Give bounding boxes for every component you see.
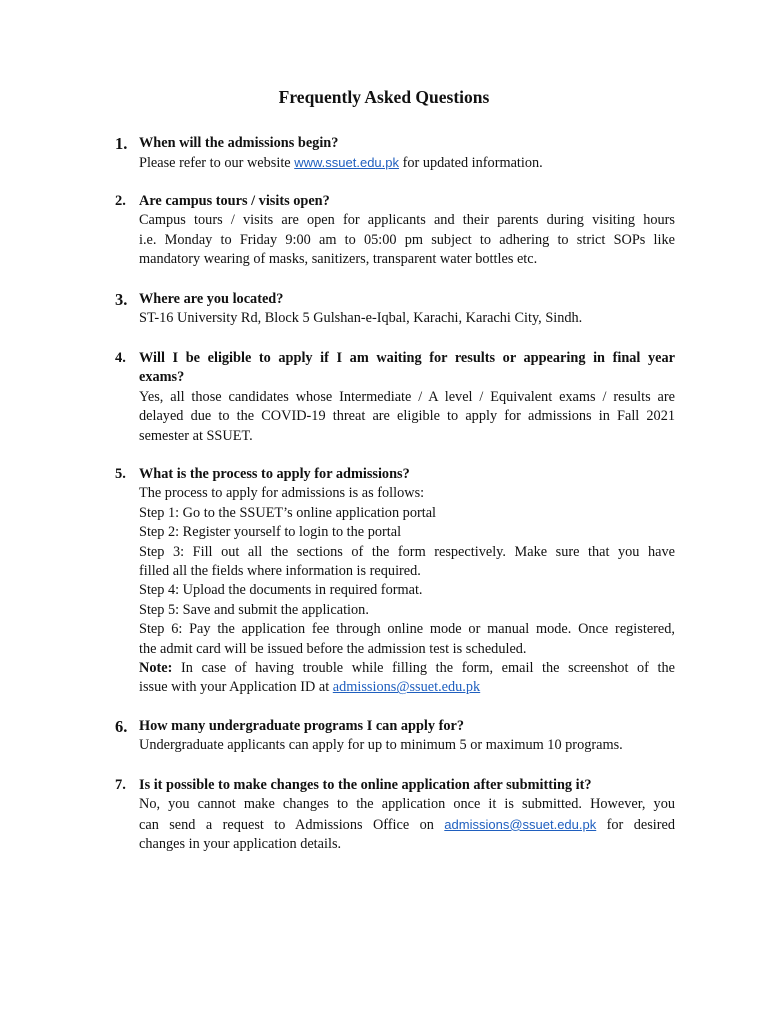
faq-item-3 xyxy=(115,290,675,329)
faq-item-1 xyxy=(115,134,675,174)
answer-line: No, you cannot make changes to the application once it is submitted. However, you xyxy=(139,796,675,813)
note-text: issue with your Application ID at xyxy=(139,679,333,696)
faq-question: Is it possible to make changes to the online application after submitting it? xyxy=(139,777,592,793)
faq-question: How many undergraduate programs I can apply for? xyxy=(139,718,465,734)
answer-line: delayed due to the COVID-19 threat are eligible to apply for admissions in Fall 2021 xyxy=(139,408,675,425)
answer-line: Campus tours / visits are open for applicants and their parents during visiting hours xyxy=(139,212,675,229)
website-link[interactable]: www.ssuet.edu.pk xyxy=(294,155,400,171)
faq-answer: ST-16 University Rd, Block 5 Gulshan-e-Iqbal, Karachi, Karachi City, Sindh. xyxy=(139,310,583,327)
faq-question xyxy=(139,349,675,388)
step-1: Step 1: Go to the SSUET’s online application portal xyxy=(139,504,437,521)
step-6: Step 6: Pay the application fee through online mode or manual mode. Once registered, xyxy=(139,621,675,638)
question-line: Will I be eligible to apply if I am waiting for results or appearing in final year xyxy=(139,350,675,366)
faq-answer xyxy=(139,484,675,697)
note-continued xyxy=(139,678,675,697)
faq-number: 3. xyxy=(115,290,128,309)
faq-answer xyxy=(139,388,675,446)
note-text: In case of having trouble while filling the form, email the screenshot of the xyxy=(172,660,675,677)
page-title: Frequently Asked Questions xyxy=(278,87,490,107)
faq-item-5 xyxy=(115,465,675,698)
faq-item-2 xyxy=(115,192,675,270)
answer-line: Yes, all those candidates whose Intermediate / A level / Equivalent exams / results are xyxy=(139,388,675,405)
faq-answer xyxy=(139,795,675,854)
faq-answer xyxy=(139,153,675,173)
step-2: Step 2: Register yourself to login to the portal xyxy=(139,524,402,541)
faq-question: When will the admissions begin? xyxy=(139,135,339,151)
faq-number: 5. xyxy=(115,466,126,482)
faq-number: 6. xyxy=(115,717,128,736)
note-label: Note: xyxy=(139,660,173,677)
answer-text: Please refer to our website xyxy=(139,155,295,172)
email-link[interactable]: admissions@ssuet.edu.pk xyxy=(332,679,481,696)
faq-number: 4. xyxy=(115,350,126,366)
answer-line: i.e. Monday to Friday 9:00 am to 05:00 pm subject to adhering to strict SOPs like xyxy=(139,231,675,248)
faq-answer: Undergraduate applicants can apply for up to minimum 5 or maximum 10 programs. xyxy=(139,737,623,754)
faq-number: 7. xyxy=(115,777,126,793)
step-5: Step 5: Save and submit the application. xyxy=(139,601,369,618)
step-3: Step 3: Fill out all the sections of the form respectively. Make sure that you have xyxy=(139,543,675,560)
step-4: Step 4: Upload the documents in required format. xyxy=(139,582,423,599)
faq-item-4 xyxy=(115,349,675,446)
step-3-continued: filled all the fields where information is required. xyxy=(139,563,421,580)
answer-text: for desired xyxy=(596,816,675,833)
faq-item-7 xyxy=(115,776,675,855)
note xyxy=(139,659,675,678)
answer-text: for updated information. xyxy=(399,155,543,172)
email-link[interactable]: admissions@ssuet.edu.pk xyxy=(444,816,597,832)
faq-answer xyxy=(139,211,675,269)
question-line: exams? xyxy=(139,369,185,386)
faq-question: What is the process to apply for admissions? xyxy=(139,466,410,482)
answer-line xyxy=(139,815,675,835)
answer-line: changes in your application details. xyxy=(139,836,342,853)
answer-line: semester at SSUET. xyxy=(139,427,253,444)
process-intro: The process to apply for admissions is as follows: xyxy=(139,485,425,502)
faq-item-6 xyxy=(115,717,675,756)
faq-number: 2. xyxy=(115,193,126,209)
answer-line: mandatory wearing of masks, sanitizers, transparent water bottles etc. xyxy=(139,251,538,268)
faq-number: 1. xyxy=(115,134,128,153)
answer-text: can send a request to Admissions Office on xyxy=(139,816,445,833)
faq-question: Are campus tours / visits open? xyxy=(139,193,330,209)
faq-question: Where are you located? xyxy=(139,291,284,307)
step-6-continued: the admit card will be issued before the admission test is scheduled. xyxy=(139,640,527,657)
